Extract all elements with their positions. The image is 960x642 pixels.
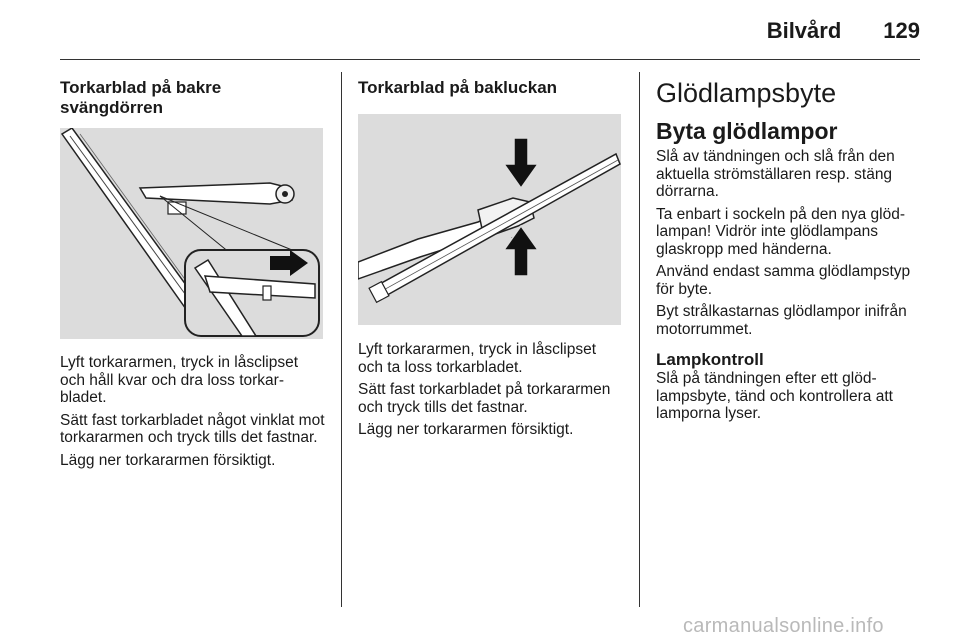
column-bulb-replacement [656,78,926,428]
heading-lampkontroll: Lampkontroll [656,350,764,369]
header-rule [60,59,920,60]
paragraph: Sätt fast torkarbladet något vinklat mot torkararmen och tryck tills det fastnar. [60,411,325,446]
paragraph: Lyft torkararmen, tryck in låsclipset och ta loss torkarbladet. [358,341,597,376]
paragraph: Använd endast samma glödlampstyp för byte. [656,263,911,298]
column-rear-door-wiper [60,78,325,474]
heading-tailgate-wiper: Torkarblad på bakluckan [358,78,558,97]
paragraph: Lyft torkararmen, tryck in låsclipset och håll kvar och dra loss torkar-bladet. [60,354,299,406]
paragraph: Ta enbart i sockeln på den nya glöd-lampan! Vidrör inte glödlampans glaskropp med händerna. [656,205,906,258]
paragraph: Sätt fast torkarbladet på torkararmen och tryck tills det fastnar. [358,381,611,416]
heading-rear-door-wiper: Torkarblad på bakre svängdörren [60,78,222,117]
illustration-tailgate-wiper [358,114,621,325]
column-divider [639,72,640,607]
page-header [767,18,920,48]
paragraph: Lägg ner torkararmen försiktigt. [60,451,276,469]
column-tailgate-wiper [358,78,623,444]
illustration-rear-door-wiper [60,128,323,339]
column-divider [341,72,342,607]
paragraph: Slå av tändningen och slå från den aktuella strömställaren resp. stäng dörrarna. [656,148,895,200]
subsection-title: Byta glödlampor [656,118,838,144]
chapter-title: Glödlampsbyte [656,78,837,108]
paragraph: Slå på tändningen efter ett glöd-lampsbyte, tänd och kontrollera att lamporna lyser. [656,370,893,422]
paragraph: Byt strålkastarnas glödlampor inifrån motorrummet. [656,303,907,338]
watermark: carmanualsonline.info [683,615,884,637]
section-title: Bilvård [766,18,842,43]
zoom-inset [185,250,319,336]
paragraph: Lägg ner torkararmen försiktigt. [358,421,574,438]
page-number: 129 [883,18,920,43]
